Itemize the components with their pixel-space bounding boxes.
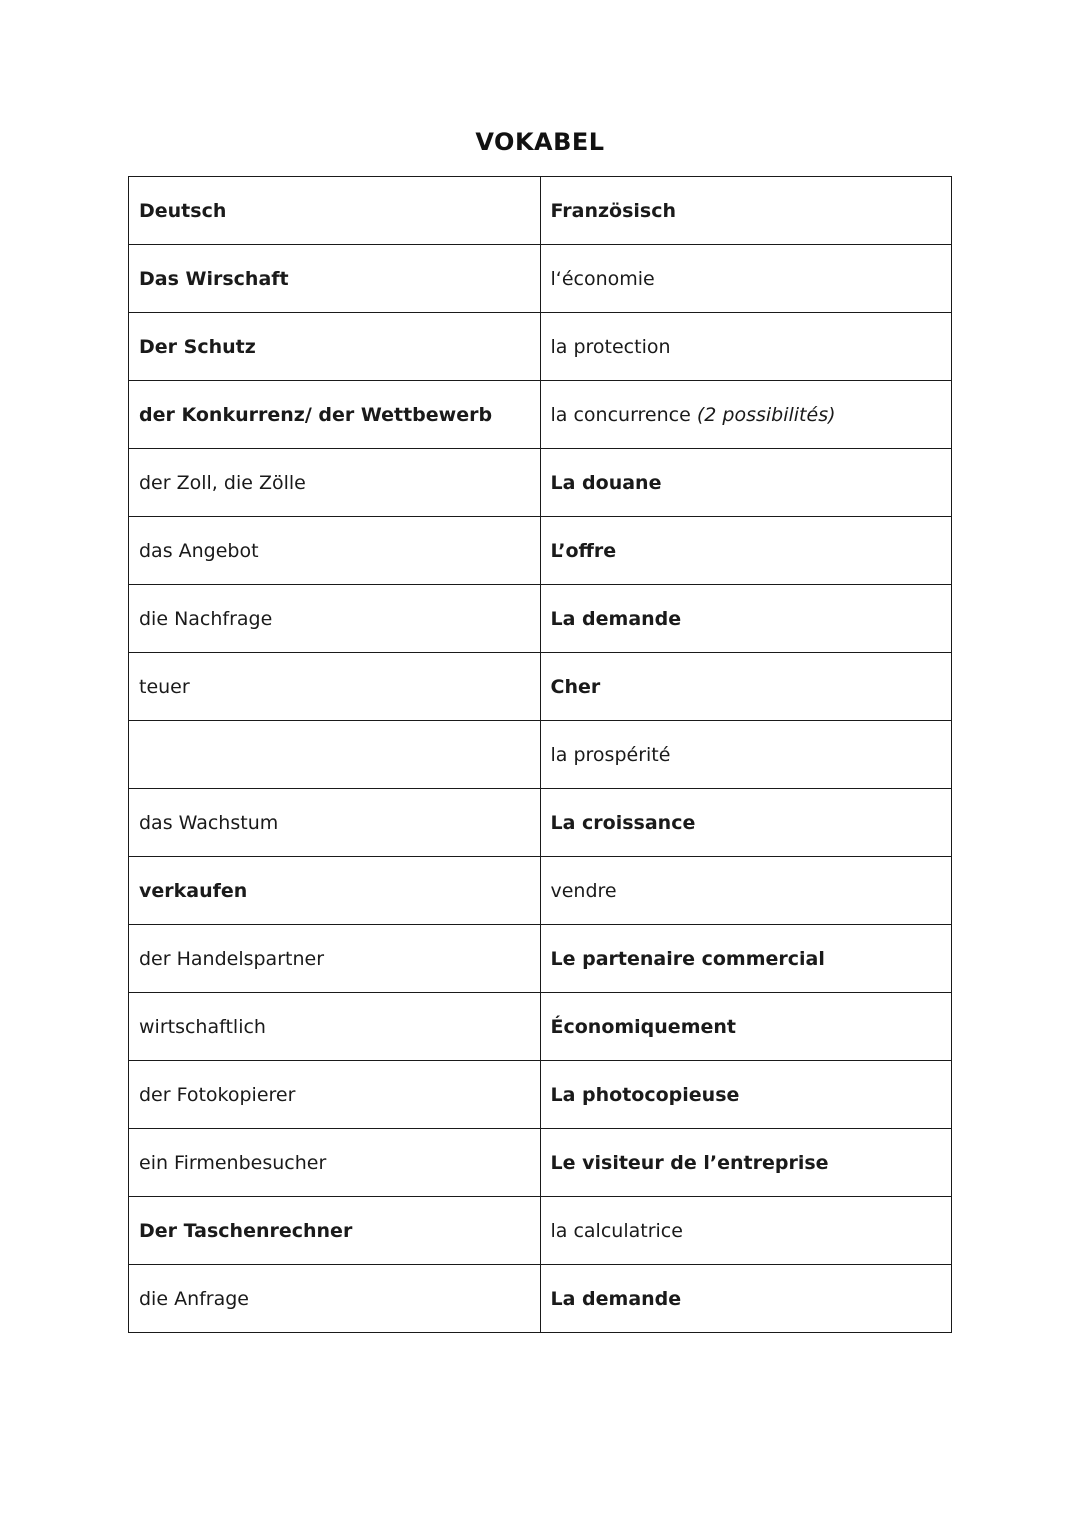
- page-title: VOKABEL: [475, 128, 605, 156]
- table-row: [129, 381, 952, 449]
- cell-deutsch: der Zoll, die Zölle: [129, 449, 541, 517]
- table-row: [129, 1129, 952, 1197]
- cell-deutsch: teuer: [129, 653, 541, 721]
- cell-note: (2 possibilités): [696, 403, 836, 426]
- cell-franzoesisch: [540, 381, 952, 449]
- table-row: [129, 993, 952, 1061]
- cell-deutsch: verkaufen: [129, 857, 541, 925]
- table-row: [129, 245, 952, 313]
- table-row: [129, 585, 952, 653]
- table-row: [129, 517, 952, 585]
- cell-franzoesisch: La croissance: [540, 789, 952, 857]
- table-row: [129, 1265, 952, 1333]
- cell-deutsch: die Anfrage: [129, 1265, 541, 1333]
- table-row: [129, 449, 952, 517]
- cell-deutsch: das Wachstum: [129, 789, 541, 857]
- cell-deutsch: der Handelspartner: [129, 925, 541, 993]
- cell-deutsch: das Angebot: [129, 517, 541, 585]
- table-row: [129, 857, 952, 925]
- cell-franzoesisch: La demande: [540, 1265, 952, 1333]
- cell-deutsch: Der Taschenrechner: [129, 1197, 541, 1265]
- cell-franzoesisch: Économiquement: [540, 993, 952, 1061]
- cell-franzoesisch: Le partenaire commercial: [540, 925, 952, 993]
- cell-franzoesisch: La demande: [540, 585, 952, 653]
- cell-franzoesisch: L’offre: [540, 517, 952, 585]
- table-header-row: [129, 177, 952, 245]
- cell-franzoesisch: La photocopieuse: [540, 1061, 952, 1129]
- table-row: [129, 313, 952, 381]
- cell-franzoesisch: Cher: [540, 653, 952, 721]
- table-row: [129, 925, 952, 993]
- cell-franzoesisch: l‘économie: [540, 245, 952, 313]
- cell-franzoesisch: la prospérité: [540, 721, 952, 789]
- cell-deutsch: wirtschaftlich: [129, 993, 541, 1061]
- table-row: [129, 1061, 952, 1129]
- cell-franzoesisch: la protection: [540, 313, 952, 381]
- cell-franzoesisch: La douane: [540, 449, 952, 517]
- header-franzoesisch: Französisch: [540, 177, 952, 245]
- cell-franzoesisch: la calculatrice: [540, 1197, 952, 1265]
- table-row: [129, 721, 952, 789]
- cell-deutsch: ein Firmenbesucher: [129, 1129, 541, 1197]
- cell-deutsch: Der Schutz: [129, 313, 541, 381]
- table-row: [129, 653, 952, 721]
- cell-deutsch: der Konkurrenz/ der Wettbewerb: [129, 381, 541, 449]
- cell-franzoesisch: Le visiteur de l’entreprise: [540, 1129, 952, 1197]
- cell-franzoesisch-text: la concurrence: [550, 403, 691, 426]
- table-row: [129, 1197, 952, 1265]
- table-row: [129, 789, 952, 857]
- cell-deutsch: [129, 721, 541, 789]
- cell-deutsch: Das Wirschaft: [129, 245, 541, 313]
- cell-franzoesisch: vendre: [540, 857, 952, 925]
- cell-deutsch: die Nachfrage: [129, 585, 541, 653]
- cell-deutsch: der Fotokopierer: [129, 1061, 541, 1129]
- vocab-table: [128, 176, 952, 1333]
- header-deutsch: Deutsch: [129, 177, 541, 245]
